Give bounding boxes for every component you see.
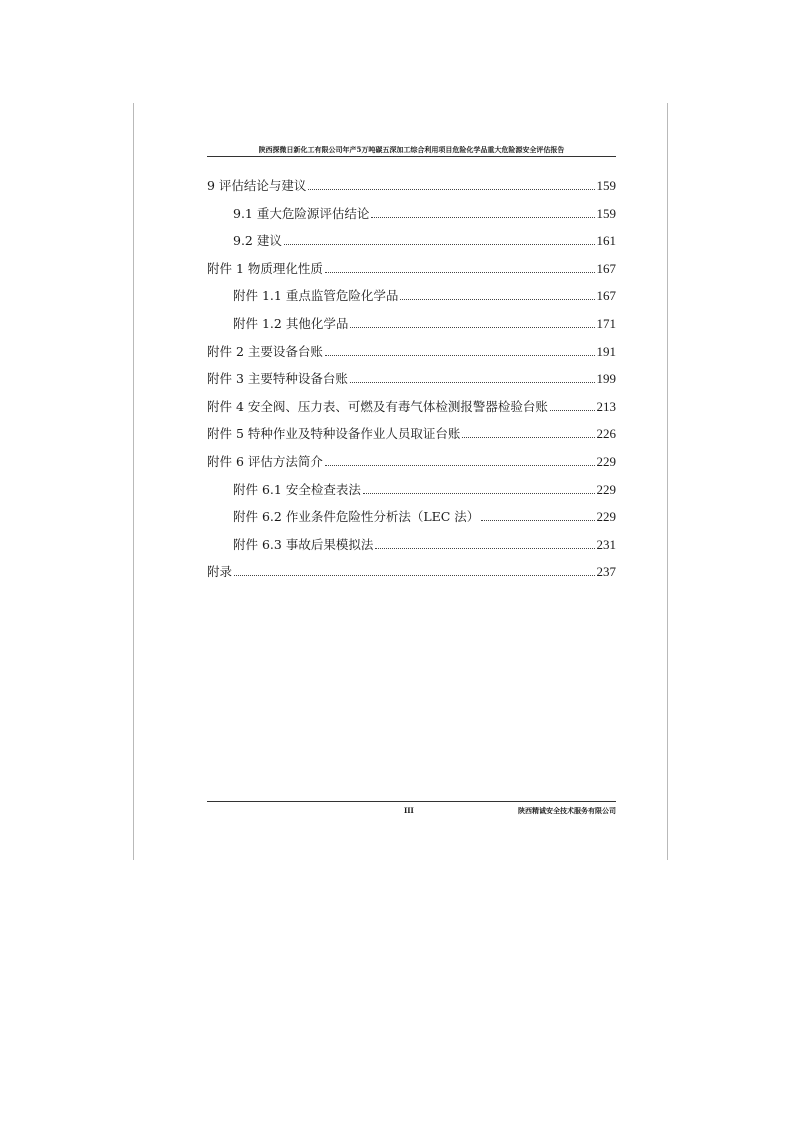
toc-entry-page: 229 (596, 454, 616, 469)
toc-dot-leader (400, 299, 594, 300)
toc-entry-label: 附件 2 主要设备台账 (207, 343, 323, 359)
toc-entry-label: 附件 1 物质理化性质 (207, 260, 323, 276)
toc-dot-leader (462, 437, 594, 438)
toc-entry[interactable] (233, 227, 616, 249)
toc-dot-leader (284, 244, 595, 245)
toc-entry-page: 229 (596, 481, 616, 497)
toc-entry-label: 附件 5 特种作业及特种设备作业人员取证台账 (207, 426, 461, 442)
toc-entry-page: 159 (596, 178, 616, 193)
toc-entry[interactable] (233, 476, 616, 498)
toc-entry[interactable] (207, 255, 616, 277)
toc-entry-label: 附件 6.1 安全检查表法 (233, 481, 361, 497)
toc-entry-page: 191 (596, 343, 616, 359)
toc-dot-leader (325, 272, 595, 273)
toc-entry[interactable] (207, 338, 616, 360)
toc-entry[interactable] (207, 558, 616, 580)
toc-dot-leader (234, 575, 594, 576)
toc-dot-leader (325, 355, 595, 356)
toc-entry-label: 附件 1.1 重点监管危险化学品 (233, 288, 399, 304)
toc-entry-label: 9 评估结论与建议 (207, 178, 307, 193)
toc-entry-page: 213 (596, 398, 616, 414)
toc-entry-label: 9.2 建议 (233, 233, 282, 249)
page-right-border (667, 103, 668, 860)
toc-dot-leader (350, 327, 594, 328)
page-left-border (133, 103, 134, 860)
toc-entry-label: 附件 6 评估方法简介 (207, 454, 323, 469)
toc-entry-page: 229 (596, 509, 616, 525)
toc-entry-label: 附件 3 主要特种设备台账 (207, 371, 348, 387)
toc-entry[interactable] (233, 310, 616, 332)
toc-entry-label: 附件 4 安全阀、压力表、可燃及有毒气体检测报警器检验台账 (207, 398, 548, 414)
toc-dot-leader (481, 520, 594, 521)
toc-entry[interactable] (207, 420, 616, 442)
toc-dot-leader (363, 493, 595, 494)
toc-entry[interactable] (207, 365, 616, 387)
toc-entry[interactable] (207, 448, 616, 470)
toc-dot-leader (375, 548, 594, 549)
toc-entry-page: 199 (596, 371, 616, 387)
toc-entry-label: 附件 1.2 其他化学品 (233, 316, 349, 331)
toc-entry-page: 159 (596, 205, 616, 221)
toc-dot-leader (550, 410, 595, 411)
running-header: 陕西探微日新化工有限公司年产5万吨碳五深加工综合利用项目危险化学品重大危险源安全评估报告 (258, 145, 565, 154)
toc-entry-page: 237 (596, 564, 616, 580)
toc-entry[interactable] (207, 172, 616, 194)
toc-dot-leader (350, 382, 595, 383)
toc-entry[interactable] (233, 200, 616, 222)
toc-entry-page: 226 (596, 426, 616, 442)
toc-entry-label: 附件 6.3 事故后果模拟法 (233, 536, 374, 552)
toc-entry-label: 附件 6.2 作业条件危险性分析法（LEC 法） (233, 509, 480, 525)
footer-company-name: 陕西精诚安全技术服务有限公司 (518, 806, 616, 815)
toc-entry[interactable] (207, 393, 616, 415)
toc-dot-leader (371, 217, 594, 218)
footer-page-number: III (404, 806, 414, 815)
toc-entry[interactable] (233, 531, 616, 553)
toc-entry[interactable] (233, 282, 616, 304)
toc-entry-label: 9.1 重大危险源评估结论 (233, 205, 370, 221)
toc-entry-page: 167 (596, 288, 616, 304)
toc-entry-page: 231 (596, 536, 616, 552)
toc-dot-leader (325, 465, 595, 466)
toc-entry-page: 167 (596, 260, 616, 276)
toc-entry-page: 161 (596, 233, 616, 249)
toc-entry-page: 171 (596, 316, 616, 331)
toc-entry-label: 附录 (207, 564, 233, 580)
toc-dot-leader (308, 189, 594, 190)
toc-entry[interactable] (233, 503, 616, 525)
header-rule (207, 156, 616, 157)
footer-rule (207, 801, 616, 802)
